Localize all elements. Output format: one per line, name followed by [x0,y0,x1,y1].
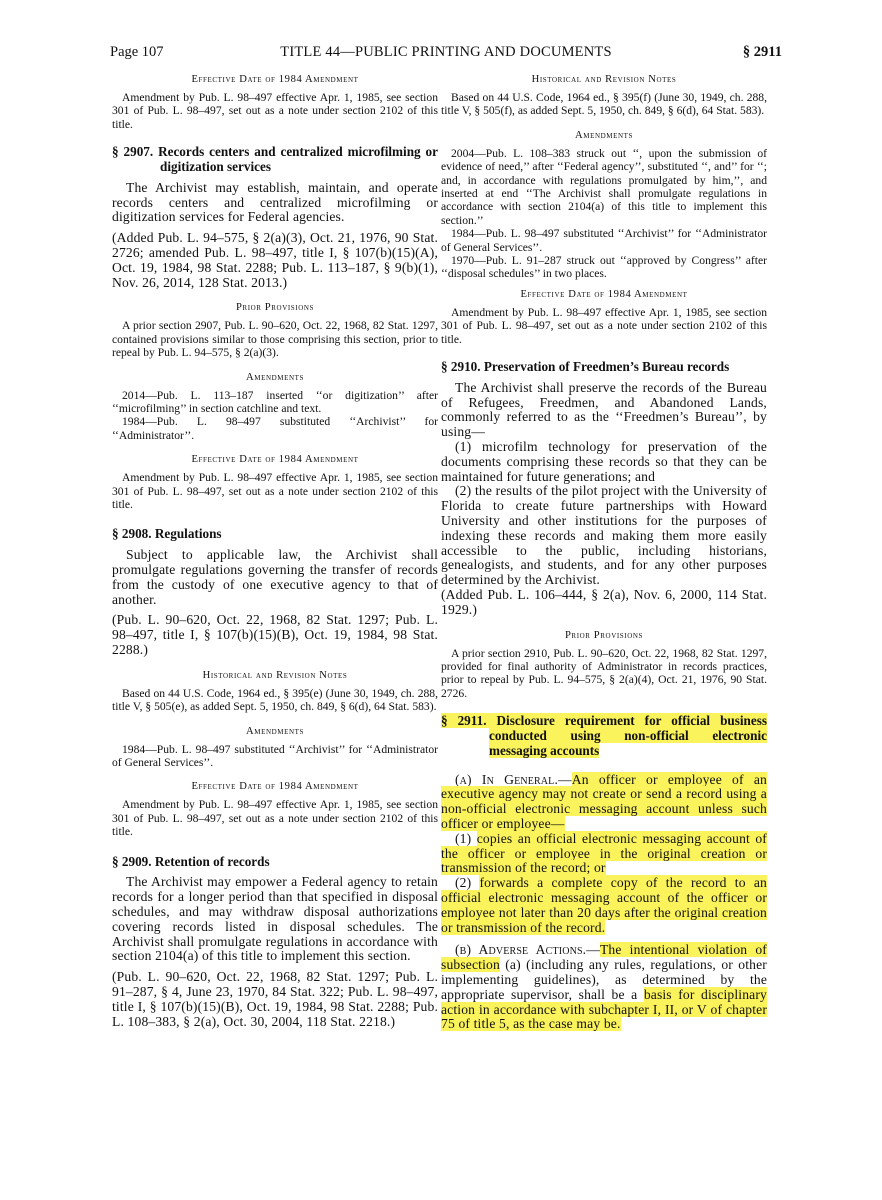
page-header [110,44,782,64]
subsection-a-2-text: forwards a complete copy of the record to an official electronic messaging account of the officer or employee not later than 20 days after the original creation or transmission of the record. [441,875,767,935]
section-2907-citation: (Added Pub. L. 94–575, § 2(a)(3), Oct. 21, 1976, 90 Stat. 2726; amended Pub. L. 98–497, title I, § 107(b)(15)(A), Oct. 19, 1984, 98 Stat. 2288; Pub. L. 113–187, § 9(b)(1), Nov. 26, 2014, 128 Stat. 2013.) [112,230,438,290]
note-text: 1984—Pub. L. 98–497 substituted ‘‘Archivist’’ for ‘‘Administrator’’. [112,415,438,442]
note-text: Amendment by Pub. L. 98–497 effective Apr. 1, 1985, see section 301 of Pub. L. 98–497, set out as a note under section 2102 of this title. [112,471,438,512]
subsection-b [441,943,767,1032]
note-text: 2014—Pub. L. 113–187 inserted ‘‘or digitization’’ after ‘‘microfilming’’ in section catchline and text. [112,388,438,416]
section-2910-item-1: (1) microfilm technology for preservation of the documents comprising these records so that they can be maintained for future generations; and [441,439,767,484]
note-heading: Effective Date of 1984 Amendment [191,454,359,466]
subsection-a-label: (a) In General.— [455,771,572,787]
subsection-b-highlight-1: The intentional violation of subsection [441,942,767,973]
note-text: 1984—Pub. L. 98–497 substituted ‘‘Archivist’’ for ‘‘Administrator of General Services’’. [112,742,438,770]
note-heading: Effective Date of 1984 Amendment [520,288,688,300]
page-number: Page 107 [110,44,164,60]
note-heading: Amendments [575,129,633,141]
section-2908-text: Subject to applicable law, the Archivist shall promulgate regulations governing the transfer of records from the custody of one executive agency to that of another. [112,547,438,607]
note-text: A prior section 2910, Pub. L. 90–620, Oct. 22, 1968, 82 Stat. 1297, provided for final authority of Administrator in records practices, prior to repeal by Pub. L. 94–575, § 2(a)(4), Oct. 21, 1976, 90 Stat. 2726. [441,646,767,700]
note-text: Based on 44 U.S. Code, 1964 ed., § 395(e) (June 30, 1949, ch. 288, title V, § 505(e), as added Sept. 5, 1950, ch. 849, § 6(d), 64 Stat. 583). [112,686,438,714]
running-section: § 2911 [742,44,782,60]
section-2911-heading [441,714,767,758]
note-heading: Amendments [246,371,304,383]
subsection-a-1-text: copies an official electronic messaging account of the officer or employee in the original creation or transmission of the record; or [441,830,767,876]
running-title: TITLE 44—PUBLIC PRINTING AND DOCUMENTS [280,44,612,60]
section-2910-citation: (Added Pub. L. 106–444, § 2(a), Nov. 6, 2000, 114 Stat. 1929.) [441,587,767,617]
note-heading: Prior Provisions [564,629,644,641]
note-heading: Historical and Revision Notes [202,669,348,681]
section-2909-citation: (Pub. L. 90–620, Oct. 22, 1968, 82 Stat. 1297; Pub. L. 91–287, § 4, June 23, 1970, 84 Stat. 322; Pub. L. 98–497, title I, § 107(b)(15)(B), Oct. 19, 1984, 98 Stat. 2288; Pub. L. 108–383, § 2(a), Oct. 30, 2004, 118 Stat. 2218.) [112,969,438,1029]
subsection-b-highlight-2: basis for disciplinary action in accordance with subchapter I, II, or V of chapter 75 of title 5, as the case may be. [441,986,767,1032]
note-heading: Prior Provisions [235,302,315,314]
subsection-a-1: (1) copies an official electronic messaging account of the officer or employee in the original creation or transmission of the record; or [441,830,767,876]
note-text: 1970—Pub. L. 91–287 struck out ‘‘approved by Congress’’ after ‘‘disposal schedules’’ in two places. [441,254,767,281]
note-text: Amendment by Pub. L. 98–497 effective Apr. 1, 1985, see section 301 of Pub. L. 98–497, set out as a note under section 2102 of this title. [112,798,438,839]
subsection-a-text: An officer or employee of an executive agency may not create or send a record using a non-official electronic messaging account unless such officer or employee— [441,771,767,832]
section-2910-item-2: (2) the results of the pilot project with the University of Florida to create future partnerships with Howard University and other institutions for the purposes of indexing these records and making them more easily accessible to the public, including historians, genealogists, and students, and for any other purposes determined by the Archivist. [441,483,767,588]
note-heading: Effective Date of 1984 Amendment [191,74,359,85]
section-2910-text: The Archivist shall preserve the records of the Bureau of Refugees, Freedmen, and Abandoned Lands, commonly referred to as the ‘‘Freedmen’s Bureau’’, by using— [441,379,767,440]
note-text: Amendment by Pub. L. 98–497 effective Apr. 1, 1985, see section 301 of Pub. L. 98–497, set out as a note under section 2102 of this title. [441,305,767,346]
note-text: A prior section 2907, Pub. L. 90–620, Oct. 22, 1968, 82 Stat. 1297, contained provisions similar to those comprising this section, prior to repeal by Pub. L. 94–575, § 2(a)(3). [112,319,438,360]
note-text: Based on 44 U.S. Code, 1964 ed., § 395(f) (June 30, 1949, ch. 288, title V, § 505(f), as added Sept. 5, 1950, ch. 849, § 6(d), 64 Stat. 583). [441,91,767,118]
note-text: 2004—Pub. L. 108–383 struck out ‘‘, upon the submission of evidence of need,’’ after ‘‘Federal agency’’, substituted ‘‘, and’’ for ‘‘; and, in accordance with regulations promulgated by him,’’, and inserted at end ‘‘The Archivist shall promulgate regulations in accordance with section 2104(a) of this title to implement this section.’’ [441,146,767,227]
note-text: Amendment by Pub. L. 98–497 effective Apr. 1, 1985, see section 301 of Pub. L. 98–497, set out as a note under section 2102 of this title. [112,91,438,131]
left-column [112,74,438,1029]
section-2909-heading: § 2909. Retention of records [112,853,270,869]
section-2910-heading: § 2910. Preservation of Freedmen’s Bureau records [441,359,730,375]
subsection-b-text: (a) (including any rules, regulations, or other implementing guidelines), as determined by the appropriate supervisor, shall be a [441,957,767,1002]
subsection-a-2: (2) forwards a complete copy of the record to an official electronic messaging account of the officer or employee not later than 20 days after the original creation or transmission of the record. [441,875,767,935]
note-heading: Effective Date of 1984 Amendment [191,781,359,793]
right-column [441,74,767,1032]
subsection-b-label: (b) Adverse Actions.— [455,942,600,958]
note-heading: Historical and Revision Notes [531,74,677,85]
section-2909-text: The Archivist may empower a Federal agency to retain records for a longer period than that specified in disposal schedules, and may withdraw disposal authorizations covering records listed in disposal schedules. The Archivist shall promulgate regulations in accordance with section 2104(a) of this title to implement this section. [112,874,438,964]
section-2907-heading: § 2907. Records centers and centralized microfilming or digitization services [112,144,438,175]
subsection-a [441,773,767,832]
note-heading: Amendments [246,725,304,737]
section-2908-heading: § 2908. Regulations [112,526,222,542]
highlighted-heading: § 2911. Disclosure requirement for official business conducted using non-official electronic messaging accounts [441,713,767,758]
section-2907-text: The Archivist may establish, maintain, and operate records centers and centralized microfilming or digitization services for Federal agencies. [112,179,438,225]
section-2908-citation: (Pub. L. 90–620, Oct. 22, 1968, 82 Stat. 1297; Pub. L. 98–497, title I, § 107(b)(15)(B), Oct. 19, 1984, 98 Stat. 2288.) [112,612,438,658]
note-text: 1984—Pub. L. 98–497 substituted ‘‘Archivist’’ for ‘‘Administrator of General Services’’. [441,227,767,254]
